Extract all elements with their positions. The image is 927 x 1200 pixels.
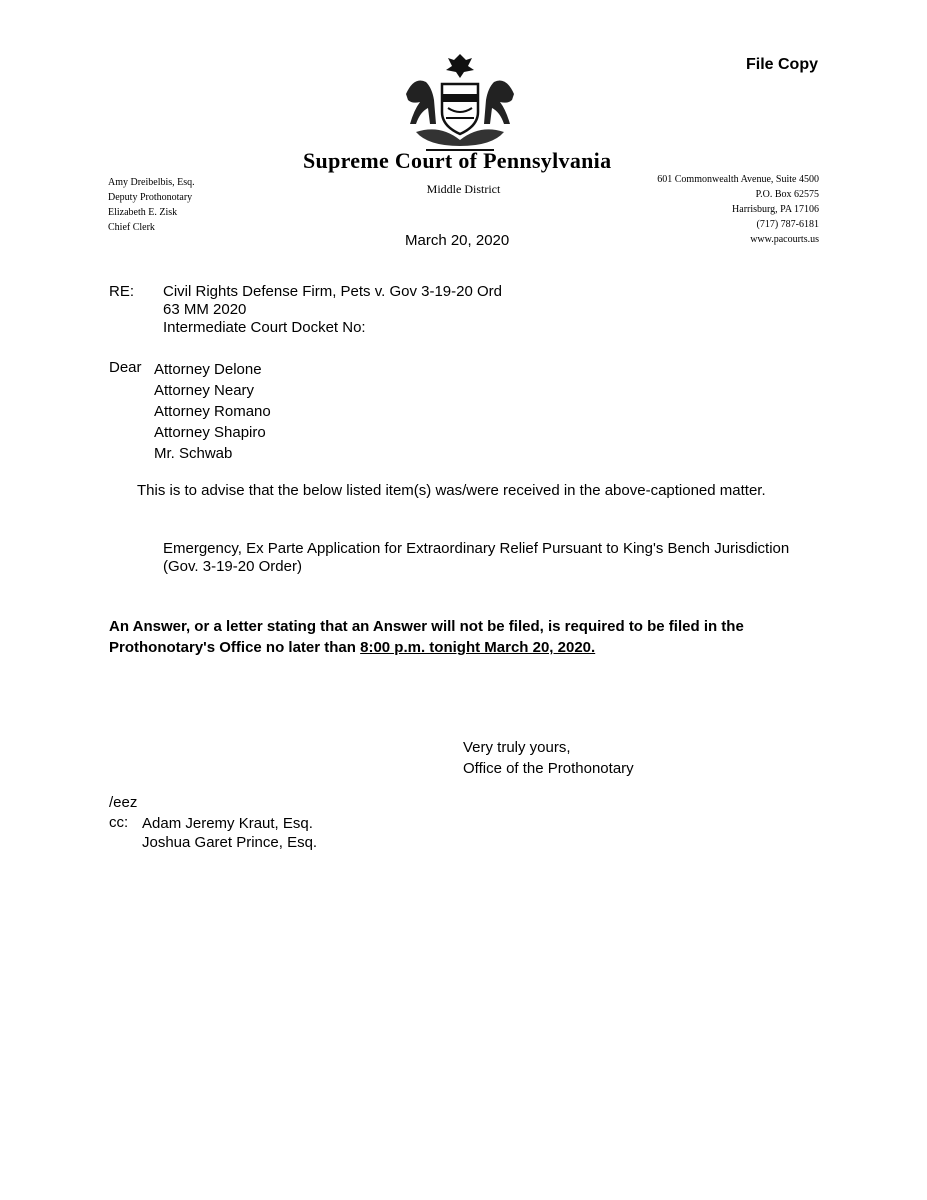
typist-initials: /eez	[109, 794, 138, 811]
recipient: Attorney Romano	[154, 403, 271, 420]
re-line: Intermediate Court Docket No:	[163, 319, 366, 336]
salutation: Dear	[109, 359, 142, 376]
closing-line: Very truly yours,	[463, 739, 571, 756]
address-line: 601 Commonwealth Avenue, Suite 4500	[657, 174, 819, 185]
staff-line: Deputy Prothonotary	[108, 192, 193, 203]
cc-list	[142, 814, 317, 852]
recipient-list	[154, 359, 271, 464]
pennsylvania-coat-of-arms-icon	[396, 54, 524, 154]
staff-line: Elizabeth E. Zisk	[108, 207, 178, 218]
address-line: (717) 787-6181	[756, 219, 819, 230]
received-item	[163, 540, 818, 576]
staff-block	[108, 175, 195, 235]
re-block	[163, 283, 502, 337]
recipient: Attorney Neary	[154, 382, 255, 399]
advise-paragraph: This is to advise that the below listed item(s) was/were received in the above-captioned matter.	[137, 482, 766, 499]
answer-text: An Answer, or a letter stating that an Answer will not be filed, is required to be filed in the Prothonotary's Office no later than	[109, 618, 744, 656]
court-name: Supreme Court of Pennsylvania	[303, 148, 612, 173]
answer-requirement	[109, 616, 819, 658]
closing-block	[463, 737, 634, 779]
recipient: Mr. Schwab	[154, 445, 233, 462]
address-line: www.pacourts.us	[750, 234, 819, 245]
staff-line: Chief Clerk	[108, 222, 155, 233]
cc-label: cc:	[109, 814, 129, 831]
staff-line: Amy Dreibelbis, Esq.	[108, 177, 195, 188]
address-line: Harrisburg, PA 17106	[732, 204, 819, 215]
item-title: Emergency, Ex Parte Application for Extraordinary Relief Pursuant to King's Bench Jurisdiction	[163, 540, 790, 557]
re-line: 63 MM 2020	[163, 301, 247, 318]
answer-deadline: 8:00 p.m. tonight March 20, 2020.	[360, 639, 596, 656]
re-line: Civil Rights Defense Firm, Pets v. Gov 3-19-20 Ord	[163, 283, 502, 300]
address-line: P.O. Box 62575	[755, 189, 819, 200]
court-address	[657, 172, 819, 247]
cc-recipient: Joshua Garet Prince, Esq.	[142, 834, 318, 851]
re-label: RE:	[109, 283, 135, 300]
item-subtitle: (Gov. 3-19-20 Order)	[163, 558, 302, 575]
recipient: Attorney Shapiro	[154, 424, 266, 441]
cc-recipient: Adam Jeremy Kraut, Esq.	[142, 815, 313, 832]
recipient: Attorney Delone	[154, 361, 262, 378]
file-copy-label: File Copy	[745, 56, 818, 73]
closing-line: Office of the Prothonotary	[463, 760, 634, 777]
district-name: Middle District	[426, 182, 501, 196]
letter-date: March 20, 2020	[405, 232, 510, 249]
